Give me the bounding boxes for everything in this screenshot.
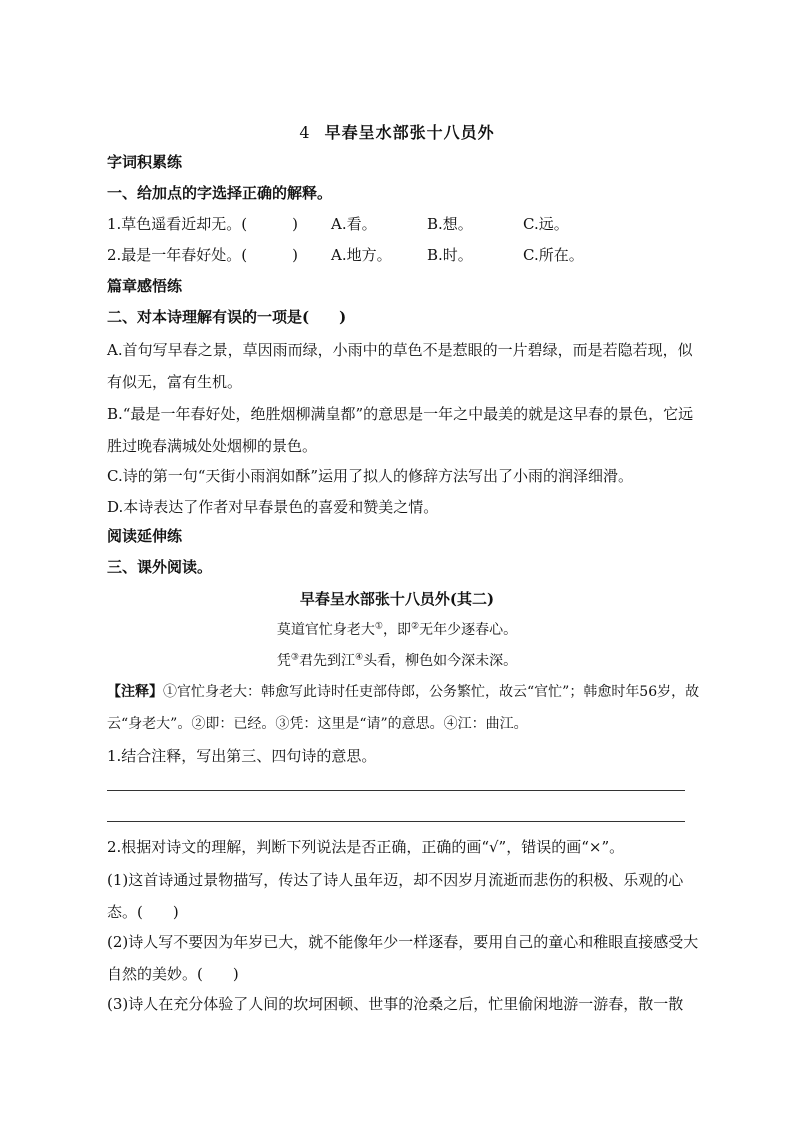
q1-item2-option-a: A.地方。: [331, 246, 392, 264]
poem-notes: [107, 676, 707, 740]
q1-item1-option-c: C.远。: [523, 215, 569, 233]
page-title: [0, 120, 794, 143]
section-extension: 阅读延伸练: [107, 527, 183, 545]
q2-option-a: A.首句写早春之景，草因雨而绿，小雨中的草色不是惹眼的一片碧绿，而是若隐若现，似有似无，富有生机。: [107, 341, 693, 391]
q1-heading: 一、给加点的字选择正确的解释。: [107, 184, 333, 202]
notes-label: 【注释】: [107, 684, 163, 700]
answer-line-1[interactable]: [107, 790, 685, 791]
q2-option-c: C.诗的第一句“天街小雨润如酥”运用了拟人的修辞方法写出了小雨的润泽细滑。: [107, 467, 634, 485]
poem-line-1-part3: 无年少逐春心。: [419, 622, 518, 638]
q1-item2: [107, 245, 584, 265]
q1-item2-option-b: B.时。: [427, 246, 473, 264]
poem-line-2-part3: 头看，柳色如今深未深。: [363, 653, 518, 669]
q3-sub1: 1.结合注释，写出第三、四句诗的意思。: [107, 747, 377, 765]
q3-heading: 三、课外阅读。: [107, 558, 213, 576]
q2-heading: 二、对本诗理解有误的一项是( ): [107, 308, 347, 326]
footnote-marker-3: ③: [290, 652, 299, 663]
judgement-1: (1)这首诗通过景物描写，传达了诗人虽年迈，却不因岁月流逝而悲伤的积极、乐观的心态。( ): [107, 871, 684, 921]
lesson-number: 4: [299, 123, 311, 142]
q2-option-b: B.“最是一年春好处，绝胜烟柳满皇都”的意思是一年之中最美的就是这早春的景色，它远胜过晚春满城处处烟柳的景色。: [107, 405, 694, 455]
q1-item2-option-c: C.所在。: [523, 246, 584, 264]
footnote-marker-1: ①: [374, 621, 383, 632]
judgement-2: (2)诗人写不要因为年岁已大，就不能像年少一样逐春，要用自己的童心和稚眼直接感受大自然的美妙。( ): [107, 933, 699, 983]
q3-sub2: 2.根据对诗文的理解，判断下列说法是否正确，正确的画“√”，错误的画“×”。: [107, 838, 625, 856]
poem-line-2-part1: 凭: [276, 653, 291, 669]
section-comprehension: 篇章感悟练: [107, 277, 183, 295]
answer-line-2[interactable]: [107, 821, 685, 822]
q1-item1: [107, 214, 569, 234]
footnote-marker-4: ④: [355, 652, 364, 663]
q1-item1-option-b: B.想。: [427, 215, 473, 233]
poem-title: 早春呈水部张十八员外(其二): [299, 590, 495, 608]
judgement-3: (3)诗人在充分体验了人间的坎坷困顿、世事的沧桑之后，忙里偷闲地游一游春，散一散: [107, 995, 684, 1013]
section-vocabulary: 字词积累练: [107, 153, 183, 171]
poem-line-1-part1: 莫道官忙身老大: [276, 622, 375, 638]
q2-option-d: D.本诗表达了作者对早春景色的喜爱和赞美之情。: [107, 498, 439, 516]
footnote-marker-2: ②: [411, 621, 420, 632]
lesson-title: 早春呈水部张十八员外: [324, 123, 495, 142]
poem-line-1: [0, 619, 794, 639]
q1-item2-stem: 2.最是一年春好处。( ): [107, 246, 299, 264]
poem-line-2-part2: 君先到江: [299, 653, 355, 669]
q1-item1-stem: 1.草色遥看近却无。( ): [107, 215, 299, 233]
notes-text: ①官忙身老大：韩愈写此诗时任吏部侍郎，公务繁忙，故云“官忙”；韩愈时年56岁，故云“身老大”。②即：已经。③凭：这里是“请”的意思。④江：曲江。: [107, 684, 700, 732]
poem-line-2: [0, 650, 794, 670]
q1-item1-option-a: A.看。: [331, 215, 377, 233]
poem-line-1-part2: ，即: [383, 622, 411, 638]
